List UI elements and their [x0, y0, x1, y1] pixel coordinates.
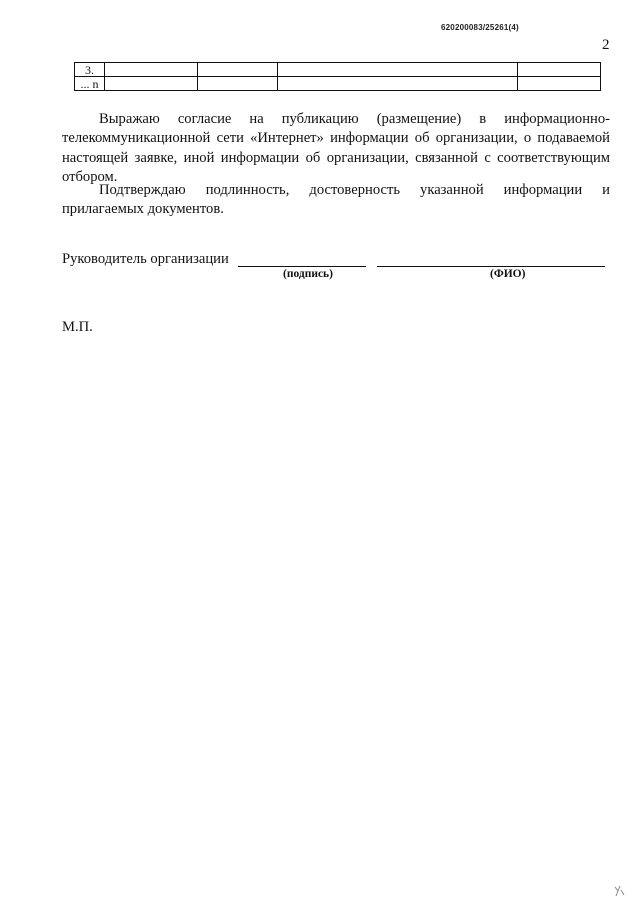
confirmation-paragraph: Подтверждаю подлинность, достоверность указанной информации и прилагаемых документов. [62, 182, 610, 218]
table-row [75, 77, 601, 91]
stamp-label: М.П. [62, 319, 93, 335]
table-cell [198, 77, 278, 91]
table-cell [278, 63, 518, 77]
document-id: 620200083/25261(4) [441, 23, 519, 32]
table-cell [105, 77, 198, 91]
table-cell [105, 63, 198, 77]
signatory-label: Руководитель организации [62, 251, 229, 267]
table-row [75, 63, 601, 77]
signature-caption: (подпись) [283, 268, 333, 280]
consent-paragraph: Выражаю согласие на публикацию (размещение) в информационно-телекоммуникационной сети «Интернет» информации об организации, о подаваемой настоящей заявке, иной информации об организации, связанной с соответствующим отбором. [62, 111, 610, 185]
table-cell [518, 77, 601, 91]
name-line [377, 266, 605, 267]
name-caption: (ФИО) [490, 268, 526, 280]
table-cell-number: ... n [75, 77, 105, 91]
table-cell-number: 3. [75, 63, 105, 77]
signature-line [238, 266, 366, 267]
table-cell [518, 63, 601, 77]
data-table [74, 62, 601, 91]
table-cell [278, 77, 518, 91]
page-number: 2 [602, 37, 610, 53]
handwritten-mark-icon [612, 884, 626, 898]
table-cell [198, 63, 278, 77]
